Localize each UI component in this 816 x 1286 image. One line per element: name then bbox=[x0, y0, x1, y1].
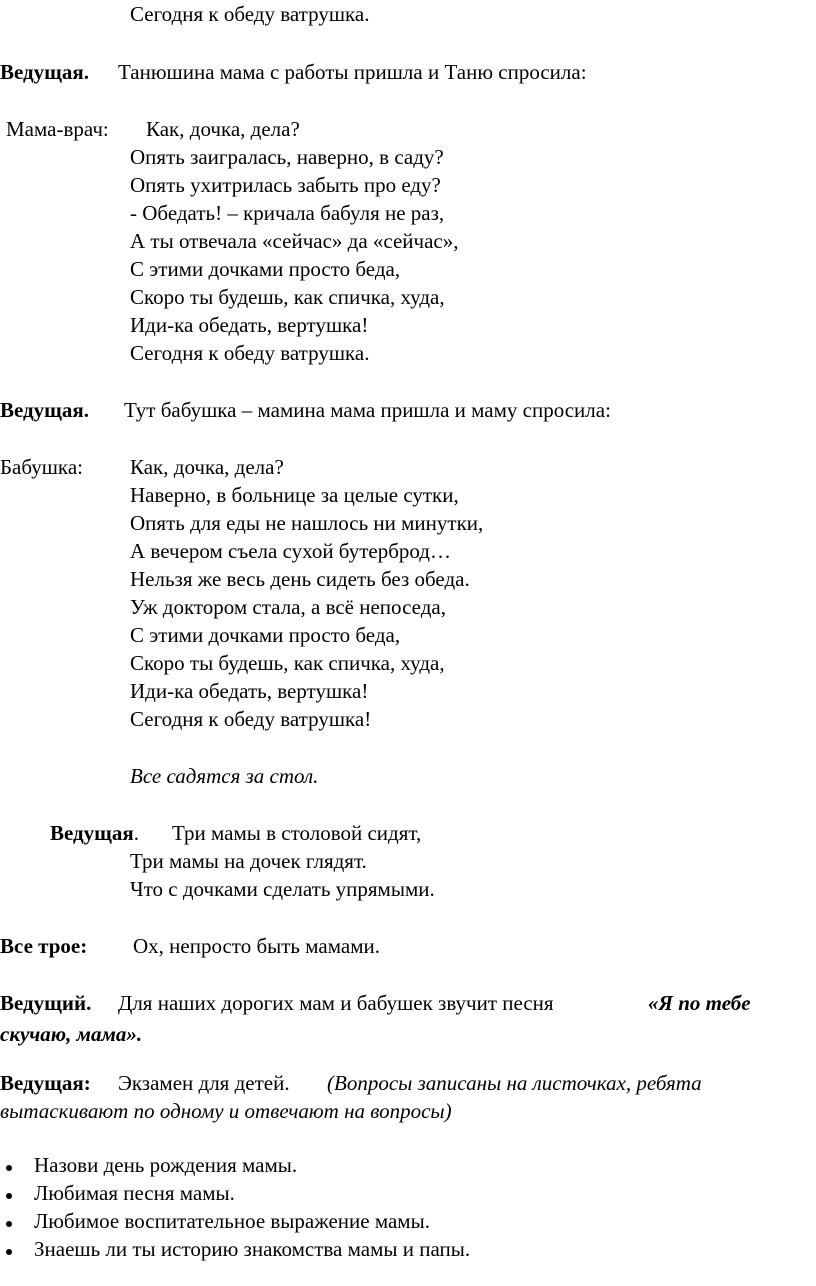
dialogue-line: Экзамен для детей. bbox=[118, 1071, 290, 1095]
verse-line: Опять для еды не нашлось ни минутки, bbox=[130, 511, 484, 535]
dialogue-line: Танюшина мама с работы пришла и Таню спросила: bbox=[118, 60, 587, 84]
verse-line: Что с дочками сделать упрямыми. bbox=[130, 877, 435, 901]
bullet-icon bbox=[6, 1193, 12, 1199]
verse-line: Сегодня к обеду ватрушка! bbox=[130, 707, 372, 731]
verse-line: Сегодня к обеду ватрушка. bbox=[130, 2, 370, 26]
verse-line: Уж доктором стала, а всё непоседа, bbox=[130, 595, 446, 619]
bullet-icon bbox=[6, 1221, 12, 1227]
verse-line: - Обедать! – кричала бабуля не раз, bbox=[130, 201, 445, 225]
list-item: Любимое воспитательное выражение мамы. bbox=[34, 1209, 430, 1233]
dialogue-line: Ох, непросто быть мамами. bbox=[133, 934, 380, 958]
bullet-icon bbox=[6, 1249, 12, 1255]
verse-line: Скоро ты будешь, как спичка, худа, bbox=[130, 285, 445, 309]
verse-line: Три мамы в столовой сидят, bbox=[172, 821, 422, 845]
verse-line: Как, дочка, дела? bbox=[146, 117, 300, 141]
stage-direction: (Вопросы записаны на листочках, ребята bbox=[327, 1071, 702, 1095]
speaker-label: Ведущая: bbox=[0, 1071, 91, 1095]
verse-line: Иди-ка обедать, вертушка! bbox=[130, 679, 369, 703]
verse-line: Три мамы на дочек глядят. bbox=[130, 849, 367, 873]
verse-line: Иди-ка обедать, вертушка! bbox=[130, 313, 369, 337]
speaker-label: Ведущая. bbox=[0, 60, 90, 84]
song-title: «Я по тебе bbox=[648, 991, 751, 1015]
speaker-label: Мама-врач: bbox=[6, 117, 109, 141]
speaker-label bbox=[50, 819, 139, 847]
verse-line: Опять заигралась, наверно, в саду? bbox=[130, 145, 444, 169]
speaker-label: Ведущий. bbox=[0, 991, 92, 1015]
verse-line: А вечером съела сухой бутерброд… bbox=[130, 539, 451, 563]
stage-direction: Все садятся за стол. bbox=[130, 764, 319, 788]
speaker-label: Ведущая. bbox=[0, 398, 90, 422]
list-item: Знаешь ли ты историю знакомства мамы и папы. bbox=[34, 1237, 471, 1261]
list-item: Назови день рождения мамы. bbox=[34, 1153, 298, 1177]
stage-direction: вытаскивают по одному и отвечают на вопросы) bbox=[0, 1099, 452, 1123]
speaker-label: Все трое: bbox=[0, 934, 88, 958]
bullet-icon bbox=[6, 1165, 12, 1171]
verse-line: Опять ухитрилась забыть про еду? bbox=[130, 173, 441, 197]
verse-line: Нельзя же весь день сидеть без обеда. bbox=[130, 567, 470, 591]
dialogue-line: Для наших дорогих мам и бабушек звучит песня bbox=[118, 991, 554, 1015]
verse-line: С этими дочками просто беда, bbox=[130, 623, 401, 647]
verse-line: Как, дочка, дела? bbox=[130, 455, 284, 479]
verse-line: Сегодня к обеду ватрушка. bbox=[130, 341, 370, 365]
verse-line: А ты отвечала «сейчас» да «сейчас», bbox=[130, 229, 459, 253]
speaker-punct: . bbox=[133, 821, 140, 845]
speaker-name: Ведущая bbox=[50, 821, 134, 845]
dialogue-line: Тут бабушка – мамина мама пришла и маму спросила: bbox=[124, 398, 611, 422]
verse-line: Наверно, в больнице за целые сутки, bbox=[130, 483, 459, 507]
song-title: скучаю, мама». bbox=[0, 1022, 143, 1046]
speaker-label: Бабушка: bbox=[0, 455, 83, 479]
verse-line: Скоро ты будешь, как спичка, худа, bbox=[130, 651, 445, 675]
verse-line: С этими дочками просто беда, bbox=[130, 257, 401, 281]
list-item: Любимая песня мамы. bbox=[34, 1181, 235, 1205]
